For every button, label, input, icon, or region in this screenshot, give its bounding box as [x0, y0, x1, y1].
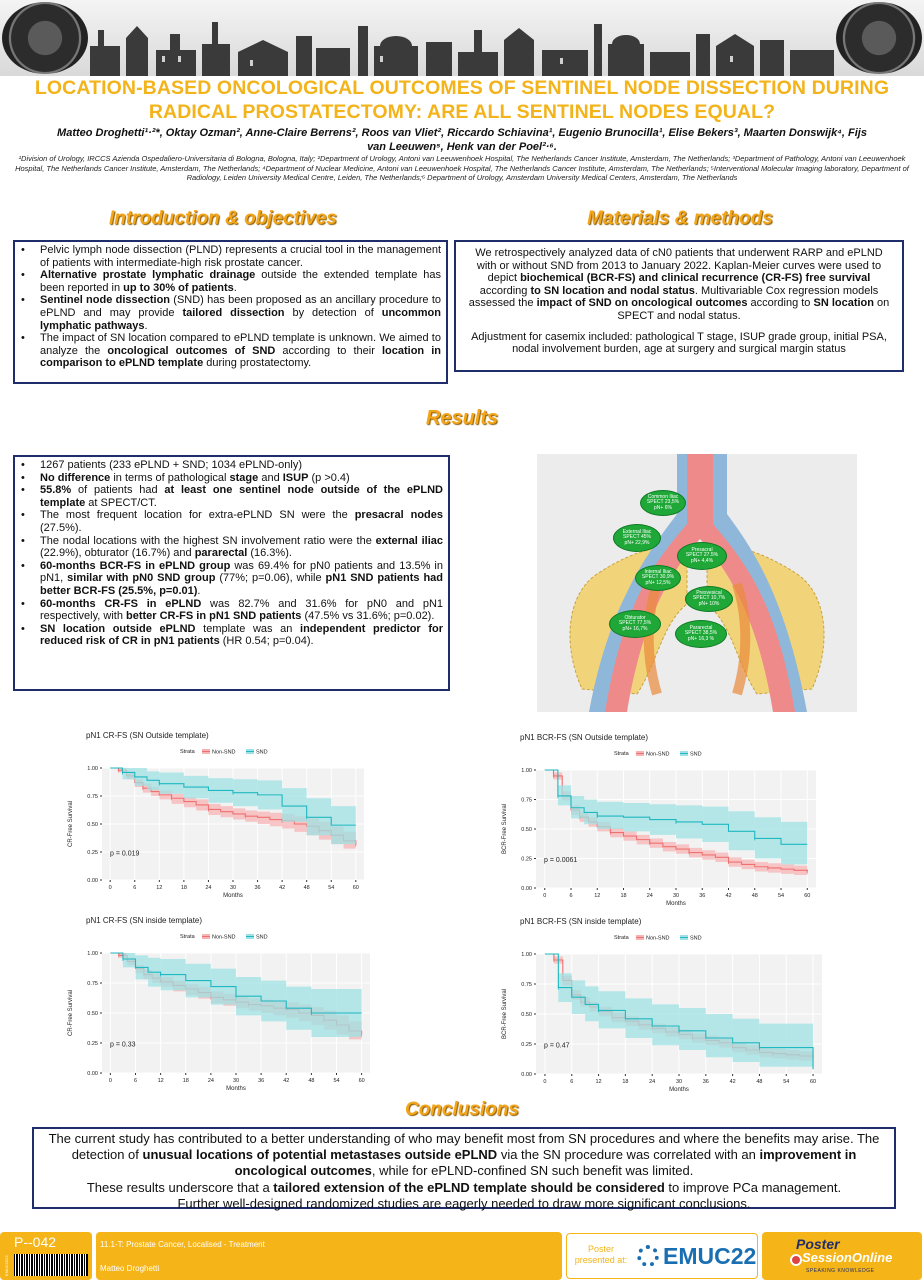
chart-title: pN1 CR-FS (SN inside template) — [86, 916, 203, 925]
legend-title: Strata — [614, 935, 629, 941]
km-plot-cr-outside — [60, 728, 372, 910]
y-tick-label: 0.50 — [87, 1011, 98, 1017]
results-bold: ISUP — [282, 471, 309, 484]
results-text: was 82.7% and 31.6% for pN0 and pN1 respectively, with — [40, 597, 444, 623]
results-text: 1267 patients (233 ePLND + SND; 1034 ePLND-only) — [40, 459, 303, 471]
bubble-l2: pN+ 22,9% — [624, 539, 650, 546]
section-heading-intro: Introduction & objectives — [108, 208, 338, 229]
results-item — [15, 623, 443, 648]
intro-item — [15, 332, 441, 370]
sn-location-bubble — [609, 610, 661, 638]
results-item — [15, 484, 443, 509]
intro-item — [15, 269, 441, 294]
bubble-l1: SPECT 77,5% — [618, 620, 652, 627]
results-text: was 69.4% for pN0 patients and 13.5% in pN1, — [40, 559, 443, 585]
intro-box — [13, 240, 448, 384]
concl-bold: tailored extension of the ePLND template should be considered — [273, 1179, 665, 1195]
chart-title: pN1 BCR-FS (SN Outside template) — [520, 733, 649, 742]
intro-text: Pelvic lymph node dissection (PLND) represents a crucial tool in the management of patients with intermediate-high risk prostate cancer. — [40, 244, 441, 269]
title-line-1: LOCATION-BASED ONCOLOGICAL OUTCOMES OF SENTINEL NODE DISSECTION DURING — [34, 77, 890, 99]
results-item — [15, 472, 443, 485]
y-tick-label: 0.00 — [521, 886, 532, 892]
intro-bold: location in comparison to ePLND template — [40, 344, 441, 370]
y-tick-label: 0.25 — [87, 850, 98, 856]
intro-list — [15, 244, 441, 370]
x-tick-label: 42 — [729, 1079, 736, 1085]
methods-bold: SN location — [813, 297, 874, 310]
y-tick-label: 0.00 — [87, 878, 98, 884]
chart-3 — [60, 913, 378, 1103]
bubble-l2: pN+ 16,7% — [622, 625, 648, 632]
concl-bold: unusual locations of potential metastases outside ePLND — [142, 1147, 498, 1163]
chart-legend — [614, 935, 702, 942]
bubble-l1: SPECT 45% — [623, 534, 651, 541]
y-axis-label: BCR-Free Survival — [502, 803, 508, 855]
intro-text: (SND) has been proposed as an ancillary procedure to ePLND and may provide — [40, 294, 441, 319]
methods-text: We retrospectively analyzed data of cN0 patients that underwent RARP and ePLND with or without SND from 2013 to January 2022. Kaplan-Meier curves were used to depict — [475, 247, 883, 285]
x-tick-label: 18 — [620, 893, 627, 899]
y-tick-label: 0.75 — [87, 981, 98, 987]
x-tick-label: 48 — [303, 885, 310, 891]
x-tick-label: 48 — [751, 893, 758, 899]
emuc-logo-text: EMUC22 — [663, 1243, 757, 1269]
p-value: p = 0.0061 — [544, 857, 578, 865]
results-text: at SPECT/CT. — [85, 496, 157, 509]
track-block — [96, 1232, 562, 1280]
x-tick-label: 36 — [258, 1078, 265, 1084]
bubble-l2: pN+ 4,4% — [690, 557, 714, 564]
conclusions-box — [32, 1127, 896, 1209]
results-bold: 60-months CR-FS in ePLND — [40, 597, 202, 610]
x-tick-label: 18 — [180, 885, 187, 891]
x-tick-label: 24 — [646, 893, 653, 899]
concl-text: The current study has contributed to a better understanding of who may benefit most from SN procedures and where the benefits may arise. The detection of — [48, 1131, 880, 1163]
x-tick-label: 0 — [543, 893, 547, 899]
pso-line-3: SPEAKING KNOWLEDGE — [806, 1268, 875, 1274]
concl-text: These results underscore that a — [86, 1179, 274, 1195]
presented-at-line-2: presented at: — [574, 1255, 628, 1265]
chart-2 — [494, 730, 824, 918]
legend-label: SND — [256, 749, 268, 756]
x-tick-label: 54 — [783, 1079, 790, 1085]
x-tick-label: 12 — [595, 1079, 602, 1085]
intro-bold: tailored dissection — [182, 306, 285, 319]
x-tick-label: 60 — [352, 885, 359, 891]
sn-location-bubble — [677, 542, 727, 570]
university-seal-left — [2, 2, 88, 74]
y-axis-label: CR-Free Survival — [68, 800, 74, 848]
x-tick-label: 18 — [622, 1079, 629, 1085]
x-tick-label: 30 — [672, 893, 680, 899]
x-axis-label: Months — [226, 1086, 246, 1092]
results-text: of patients had — [71, 484, 165, 497]
pso-globe-icon — [790, 1254, 802, 1266]
intro-item — [15, 244, 441, 269]
results-text: (27.5%). — [40, 521, 82, 534]
results-text: in terms of pathological — [110, 471, 230, 484]
p-value: p = 0.47 — [544, 1042, 570, 1050]
results-text: (16.3%). — [247, 547, 292, 560]
intro-text: by detection of — [284, 306, 382, 319]
results-bold: No difference — [40, 471, 111, 484]
bubble-l2: pN+ 6% — [654, 504, 672, 511]
intro-bold: oncological outcomes of SND — [107, 344, 276, 357]
y-tick-label: 0.50 — [521, 1012, 532, 1018]
legend-label: SND — [690, 935, 702, 942]
results-text: The most frequent location for extra-ePLND SN were the — [40, 509, 355, 522]
intro-item: • Sentinel node dissection (SND) has been proposed as an ancillary procedure to ePLND and may provide tailored dissection by detection of uncommon lymphatic pathways. — [15, 294, 441, 332]
methods-text: . Multivariable Cox regression models assessed the — [468, 284, 879, 310]
intro-text: during prostatectomy. — [203, 357, 312, 370]
x-tick-label: 24 — [207, 1078, 214, 1084]
y-tick-label: 0.00 — [521, 1072, 532, 1078]
x-tick-label: 36 — [254, 885, 261, 891]
legend-label: Non-SND — [212, 749, 236, 756]
chart-4 — [494, 914, 830, 1104]
city-skyline-illustration — [90, 16, 834, 76]
x-tick-label: 42 — [283, 1078, 290, 1084]
methods-paragraph-1 — [464, 247, 894, 323]
bubble-l2: pN+ 12,5% — [645, 579, 671, 586]
conclusions-paragraph-3: Further well-designed randomized studies are eagerly needed to draw more significant conclusions. — [177, 1195, 751, 1211]
chart-title: pN1 CR-FS (SN Outside template) — [86, 731, 209, 740]
intro-text: The impact of SN location compared to ePLND template is unknown. We aimed to analyze the — [40, 332, 441, 357]
chart-legend — [180, 934, 268, 941]
results-bold: pN1 SND patients had better BCR-FS (25.5%, p=0.01) — [40, 572, 443, 597]
sn-location-bubble — [635, 565, 681, 591]
x-tick-label: 0 — [543, 1079, 547, 1085]
x-axis-label: Months — [223, 893, 243, 899]
results-list — [15, 459, 443, 648]
y-tick-label: 0.50 — [87, 822, 98, 828]
x-tick-label: 60 — [810, 1079, 817, 1085]
y-tick-label: 0.50 — [521, 827, 532, 833]
y-axis-label: CR-Free Survival — [68, 989, 74, 1037]
intro-bold: up to 30% of patients — [123, 281, 234, 294]
results-text: (p >0.4) — [308, 471, 350, 484]
methods-bold: to SN location and nodal status — [530, 284, 695, 297]
methods-text: according — [479, 284, 531, 297]
barcode-icon — [14, 1254, 88, 1276]
y-tick-label: 0.75 — [521, 797, 532, 804]
intro-text: outside the extended template has been reported in — [40, 269, 441, 294]
results-bold: external iliac — [375, 534, 444, 547]
results-item — [15, 560, 443, 598]
conclusions-paragraph-1 — [42, 1131, 886, 1180]
results-text: (HR 0.54; p=0.04). — [219, 635, 314, 648]
results-text: (77%; p=0.06), while — [215, 572, 326, 585]
methods-bold: impact of SND on oncological outcomes — [536, 297, 748, 310]
x-tick-label: 60 — [804, 893, 811, 899]
x-tick-label: 48 — [308, 1078, 315, 1084]
km-plot-bcr-outside — [494, 730, 824, 918]
presented-at — [571, 1244, 631, 1266]
intro-bold: Alternative prostate lymphatic drainage — [40, 269, 256, 282]
y-tick-label: 0.25 — [521, 1042, 532, 1048]
results-box — [13, 455, 450, 691]
y-tick-label: 0.00 — [87, 1071, 98, 1077]
y-tick-label: 1.00 — [521, 768, 532, 774]
author-list — [20, 126, 904, 154]
results-bold: stage — [229, 471, 259, 484]
x-tick-label: 12 — [594, 893, 601, 899]
x-tick-label: 12 — [157, 1078, 164, 1084]
results-text: . — [197, 584, 201, 597]
presenter-name: Matteo Droghetti — [100, 1264, 160, 1273]
concl-bold: improvement in oncological outcomes — [234, 1147, 857, 1179]
p-value: p = 0.33 — [110, 1041, 136, 1049]
methods-text: according to — [747, 297, 814, 310]
x-tick-label: 60 — [358, 1078, 365, 1084]
x-tick-label: 54 — [777, 893, 785, 899]
results-item — [15, 535, 443, 560]
concl-text: via the SN procedure was correlated with an — [497, 1147, 760, 1163]
x-tick-label: 42 — [279, 885, 286, 891]
presented-at-line-1: Poster — [587, 1244, 614, 1254]
sn-location-bubble — [685, 586, 733, 612]
x-tick-label: 36 — [699, 893, 706, 899]
concl-text: , while for ePLND-confined SN such benefit was limited. — [371, 1163, 694, 1179]
emuc-logo-icon — [637, 1245, 659, 1267]
chart-title: pN1 BCR-FS (SN inside template) — [520, 917, 642, 926]
authors-line-2: van Leeuwen⁵, Henk van der Poel²·⁶. — [367, 141, 557, 153]
x-tick-label: 48 — [756, 1079, 763, 1085]
section-heading-results: Results — [425, 407, 499, 429]
chart-1 — [60, 728, 372, 910]
pso-line-1: Poster — [796, 1236, 840, 1252]
chart-legend — [180, 749, 268, 756]
x-tick-label: 30 — [675, 1079, 683, 1085]
bubble-l1: SPECT 10,7% — [692, 595, 726, 602]
x-tick-label: 0 — [108, 885, 112, 891]
x-tick-label: 0 — [108, 1078, 112, 1084]
bubble-name: Internal Iliac — [644, 568, 672, 575]
sn-location-bubble — [613, 524, 661, 552]
bubble-name: Presvesical — [696, 589, 722, 596]
bubble-name: External Iliac — [622, 528, 652, 535]
intro-text: . — [233, 281, 237, 294]
x-tick-label: 6 — [570, 1079, 574, 1085]
x-tick-label: 54 — [333, 1078, 340, 1084]
y-tick-label: 1.00 — [87, 766, 98, 772]
legend-label: Non-SND — [212, 934, 236, 941]
concl-text: to improve PCa management. — [664, 1179, 842, 1195]
bubble-name: Pararectal — [689, 624, 713, 631]
side-code: EMUC2022 — [4, 1255, 9, 1276]
track-label: 11.1-T: Prostate Cancer, Localised - Treatment — [100, 1240, 265, 1249]
bubble-l1: SPECT 23,5% — [646, 499, 680, 506]
bubble-l1: SPECT 38,5% — [684, 630, 718, 637]
poster-id: P--042 — [14, 1234, 57, 1250]
x-tick-label: 12 — [156, 885, 163, 891]
intro-bold: uncommon lymphatic pathways — [40, 306, 441, 332]
results-item — [15, 459, 443, 472]
results-bold: 55.8% — [40, 484, 72, 497]
results-bold: 60-months BCR-FS in ePLND group — [40, 559, 231, 572]
y-tick-label: 1.00 — [521, 952, 532, 958]
methods-paragraph-2: Adjustment for casemix included: pathological T stage, ISUP grade group, initial PSA, nodal involvement burden, age at surgery and surgical margin status — [471, 330, 887, 356]
y-tick-label: 0.25 — [521, 856, 532, 863]
bubble-name: Obturator — [624, 614, 646, 621]
poster-session-online-block — [762, 1232, 922, 1280]
y-axis-label: BCR-Free Survival — [502, 988, 508, 1040]
bubble-name: Presacral — [691, 546, 713, 553]
results-bold: at least one sentinel node outside of the ePLND template — [40, 484, 443, 509]
x-tick-label: 30 — [232, 1078, 240, 1084]
university-seal-right — [836, 2, 922, 74]
legend-title: Strata — [180, 934, 195, 940]
x-axis-label: Months — [669, 1087, 689, 1093]
results-bold: pararectal — [194, 547, 248, 560]
sn-location-bubble — [675, 620, 727, 648]
bubble-l1: SPECT 27.5% — [685, 552, 719, 559]
legend-label: SND — [256, 934, 268, 941]
section-heading-conclusions: Conclusions — [404, 1099, 519, 1120]
results-item — [15, 598, 443, 623]
pelvic-anatomy-figure — [537, 454, 857, 712]
section-heading-methods: Materials & methods — [587, 208, 773, 229]
km-plot-cr-inside — [60, 913, 378, 1103]
emuc-block — [566, 1233, 758, 1279]
x-tick-label: 6 — [569, 893, 573, 899]
bubble-l2: pN+ 16,3 % — [687, 635, 715, 642]
methods-text: on SPECT and nodal status. — [617, 297, 890, 322]
results-text: (22.9%), obturator (16.7%) and — [40, 547, 195, 560]
x-tick-label: 54 — [328, 885, 335, 891]
km-plot-bcr-inside — [494, 914, 830, 1104]
footer — [0, 1232, 924, 1280]
x-axis-label: Months — [666, 901, 686, 907]
results-bold: SN location outside ePLND — [40, 622, 196, 635]
sn-location-bubble — [640, 490, 686, 516]
pelvic-vessels-illustration — [537, 454, 857, 712]
legend-title: Strata — [614, 751, 629, 757]
y-tick-label: 0.75 — [521, 982, 532, 988]
affiliations: ¹Division of Urology, IRCCS Azienda Ospedaliero-Universitaria di Bologna, Bologna, Italy; ²Department of Urology, Antoni van Leeuwenhoek Hospital, The Netherlands Cancer Institute, Amsterdam, The Netherlands; ³Department of Pathology, Antoni van Leeuwenhoek Hospital, The Netherlands Cancer Institute, Amsterdam, The Netherlands; ⁴Department of Nuclear Medicine, Antoni van Leeuwenhoek Hospital, The Netherlands Cancer Institute, Amsterdam, The Netherlands; ⁵Interventional Molecular Imaging laboratory, Department of Radiology, Leiden University Medical Centre, Leiden, The Netherlands;⁶ Department of Urology, Amsterdam University Medical Centers, Amsterdam, The Netherlands — [15, 154, 909, 182]
x-tick-label: 42 — [725, 893, 732, 899]
chart-legend — [614, 751, 702, 758]
header-banner — [0, 0, 924, 76]
methods-box — [454, 240, 904, 372]
intro-bold: Sentinel node dissection — [40, 294, 171, 307]
title-line-2: RADICAL PROSTATECTOMY: ARE ALL SENTINEL NODES EQUAL? — [148, 101, 776, 123]
intro-text: according to their — [275, 344, 382, 357]
poster-title — [8, 76, 916, 124]
results-item — [15, 509, 443, 534]
x-tick-label: 18 — [182, 1078, 189, 1084]
bubble-l1: SPECT 30,9% — [641, 574, 675, 581]
p-value: p = 0.019 — [110, 850, 140, 858]
bubble-name: Common Iliac — [647, 493, 679, 500]
legend-label: Non-SND — [646, 751, 670, 758]
results-bold: similar with pN0 SND group — [67, 572, 216, 585]
results-bold: better CR-FS in pN1 SND patients — [126, 610, 302, 623]
results-text: (47.5% vs 31.6%; p=0.02). — [301, 610, 435, 623]
legend-label: SND — [690, 751, 702, 758]
x-tick-label: 6 — [133, 885, 137, 891]
x-tick-label: 36 — [702, 1079, 709, 1085]
y-tick-label: 1.00 — [87, 951, 98, 957]
results-text: and — [258, 471, 283, 484]
y-tick-label: 0.75 — [87, 794, 98, 800]
legend-title: Strata — [180, 749, 195, 755]
authors-line-1: Matteo Droghetti¹·²*, Oktay Ozman², Anne-Claire Berrens², Roos van Vliet², Riccardo Schiavina¹, Eugenio Brunocilla¹, Elise Bekers³, Maarten Donswijk⁴, Fijs — [57, 127, 867, 139]
results-text: template was an — [195, 622, 301, 635]
x-tick-label: 24 — [205, 885, 212, 891]
conclusions-paragraph-2 — [42, 1180, 886, 1196]
results-bold: independent predictor for reduced risk of CR in pN1 patients — [40, 622, 443, 648]
methods-bold: biochemical (BCR-FS) and clinical recurrence (CR-FS) free survival — [520, 272, 871, 285]
results-bold: presacral nodes — [354, 509, 443, 522]
x-tick-label: 24 — [649, 1079, 656, 1085]
x-tick-label: 30 — [229, 885, 237, 891]
results-text: The nodal locations with the highest SN involvement ratio were the — [40, 534, 376, 547]
y-tick-label: 0.25 — [87, 1041, 98, 1047]
pso-line-2: SessionOnline — [802, 1250, 893, 1265]
poster-id-block — [0, 1232, 92, 1280]
x-tick-label: 6 — [133, 1078, 138, 1084]
bubble-l2: pN+ 10% — [698, 600, 720, 607]
legend-label: Non-SND — [646, 935, 670, 942]
